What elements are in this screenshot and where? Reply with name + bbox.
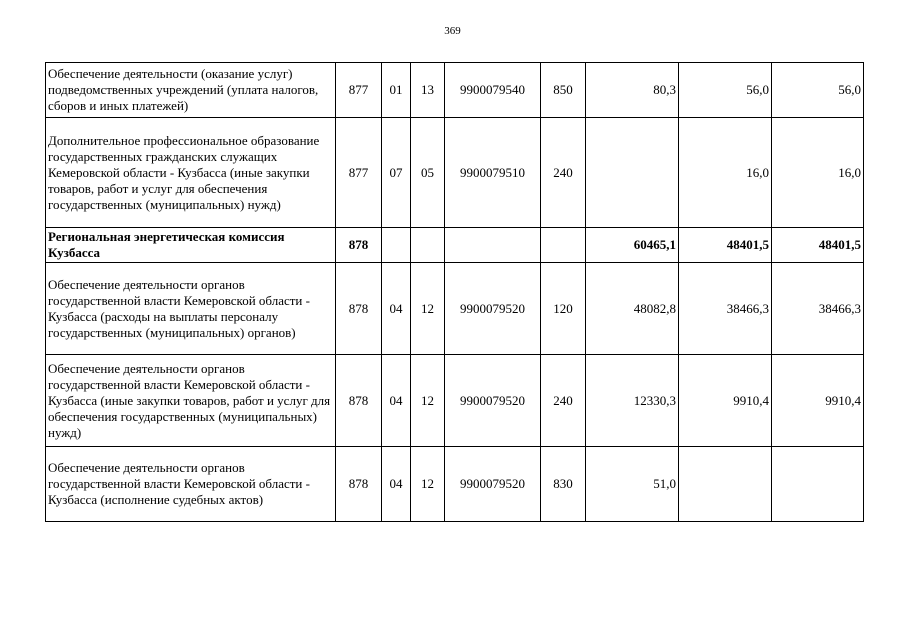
target-article-code: 9900079520 (445, 355, 541, 447)
expense-type-code: 240 (541, 118, 586, 228)
target-article-code (445, 228, 541, 263)
expense-type-code: 850 (541, 63, 586, 118)
amount-year-1: 60465,1 (586, 228, 679, 263)
ministry-code: 878 (336, 263, 382, 355)
expense-type-code: 240 (541, 355, 586, 447)
amount-year-3: 38466,3 (772, 263, 864, 355)
ministry-code: 878 (336, 355, 382, 447)
expense-type-code: 830 (541, 447, 586, 522)
amount-year-2: 9910,4 (679, 355, 772, 447)
expense-type-code: 120 (541, 263, 586, 355)
target-article-code: 9900079520 (445, 263, 541, 355)
expense-name: Дополнительное профессиональное образование государственных гражданских служащих Кемеровской области - Кузбасса (иные закупки товаров, работ и услуг для обеспечения государственных (муниципальных) нужд) (46, 118, 336, 228)
ministry-code: 878 (336, 228, 382, 263)
amount-year-1: 80,3 (586, 63, 679, 118)
table-row (46, 63, 864, 118)
amount-year-3: 48401,5 (772, 228, 864, 263)
expense-name: Обеспечение деятельности органов государственной власти Кемеровской области - Кузбасса (иные закупки товаров, работ и услуг для обеспечения государственных (муниципальных) нужд) (46, 355, 336, 447)
department-name: Региональная энергетическая комиссия Кузбасса (46, 228, 336, 263)
section-code: 01 (382, 63, 411, 118)
amount-year-1 (586, 118, 679, 228)
subsection-code: 12 (411, 447, 445, 522)
ministry-code: 877 (336, 63, 382, 118)
amount-year-1: 51,0 (586, 447, 679, 522)
expense-name: Обеспечение деятельности органов государственной власти Кемеровской области - Кузбасса (расходы на выплаты персоналу государственных (муниципальных) органов) (46, 263, 336, 355)
amount-year-2: 38466,3 (679, 263, 772, 355)
subsection-code: 12 (411, 263, 445, 355)
table-row (46, 355, 864, 447)
subsection-code: 05 (411, 118, 445, 228)
table-row-department (46, 228, 864, 263)
table-row (46, 263, 864, 355)
ministry-code: 877 (336, 118, 382, 228)
page-number: 369 (444, 25, 461, 37)
section-code: 04 (382, 355, 411, 447)
amount-year-3: 16,0 (772, 118, 864, 228)
amount-year-1: 12330,3 (586, 355, 679, 447)
table-row (46, 118, 864, 228)
amount-year-1: 48082,8 (586, 263, 679, 355)
amount-year-3: 9910,4 (772, 355, 864, 447)
expense-name: Обеспечение деятельности органов государственной власти Кемеровской области - Кузбасса (исполнение судебных актов) (46, 447, 336, 522)
subsection-code (411, 228, 445, 263)
ministry-code: 878 (336, 447, 382, 522)
subsection-code: 13 (411, 63, 445, 118)
amount-year-2: 16,0 (679, 118, 772, 228)
target-article-code: 9900079520 (445, 447, 541, 522)
section-code (382, 228, 411, 263)
target-article-code: 9900079540 (445, 63, 541, 118)
expense-name: Обеспечение деятельности (оказание услуг) подведомственных учреждений (уплата налогов, сборов и иных платежей) (46, 63, 336, 118)
amount-year-2: 48401,5 (679, 228, 772, 263)
section-code: 04 (382, 263, 411, 355)
budget-table (45, 62, 864, 522)
section-code: 04 (382, 447, 411, 522)
amount-year-3: 56,0 (772, 63, 864, 118)
amount-year-2 (679, 447, 772, 522)
amount-year-2: 56,0 (679, 63, 772, 118)
amount-year-3 (772, 447, 864, 522)
section-code: 07 (382, 118, 411, 228)
target-article-code: 9900079510 (445, 118, 541, 228)
expense-type-code (541, 228, 586, 263)
subsection-code: 12 (411, 355, 445, 447)
table-row (46, 447, 864, 522)
